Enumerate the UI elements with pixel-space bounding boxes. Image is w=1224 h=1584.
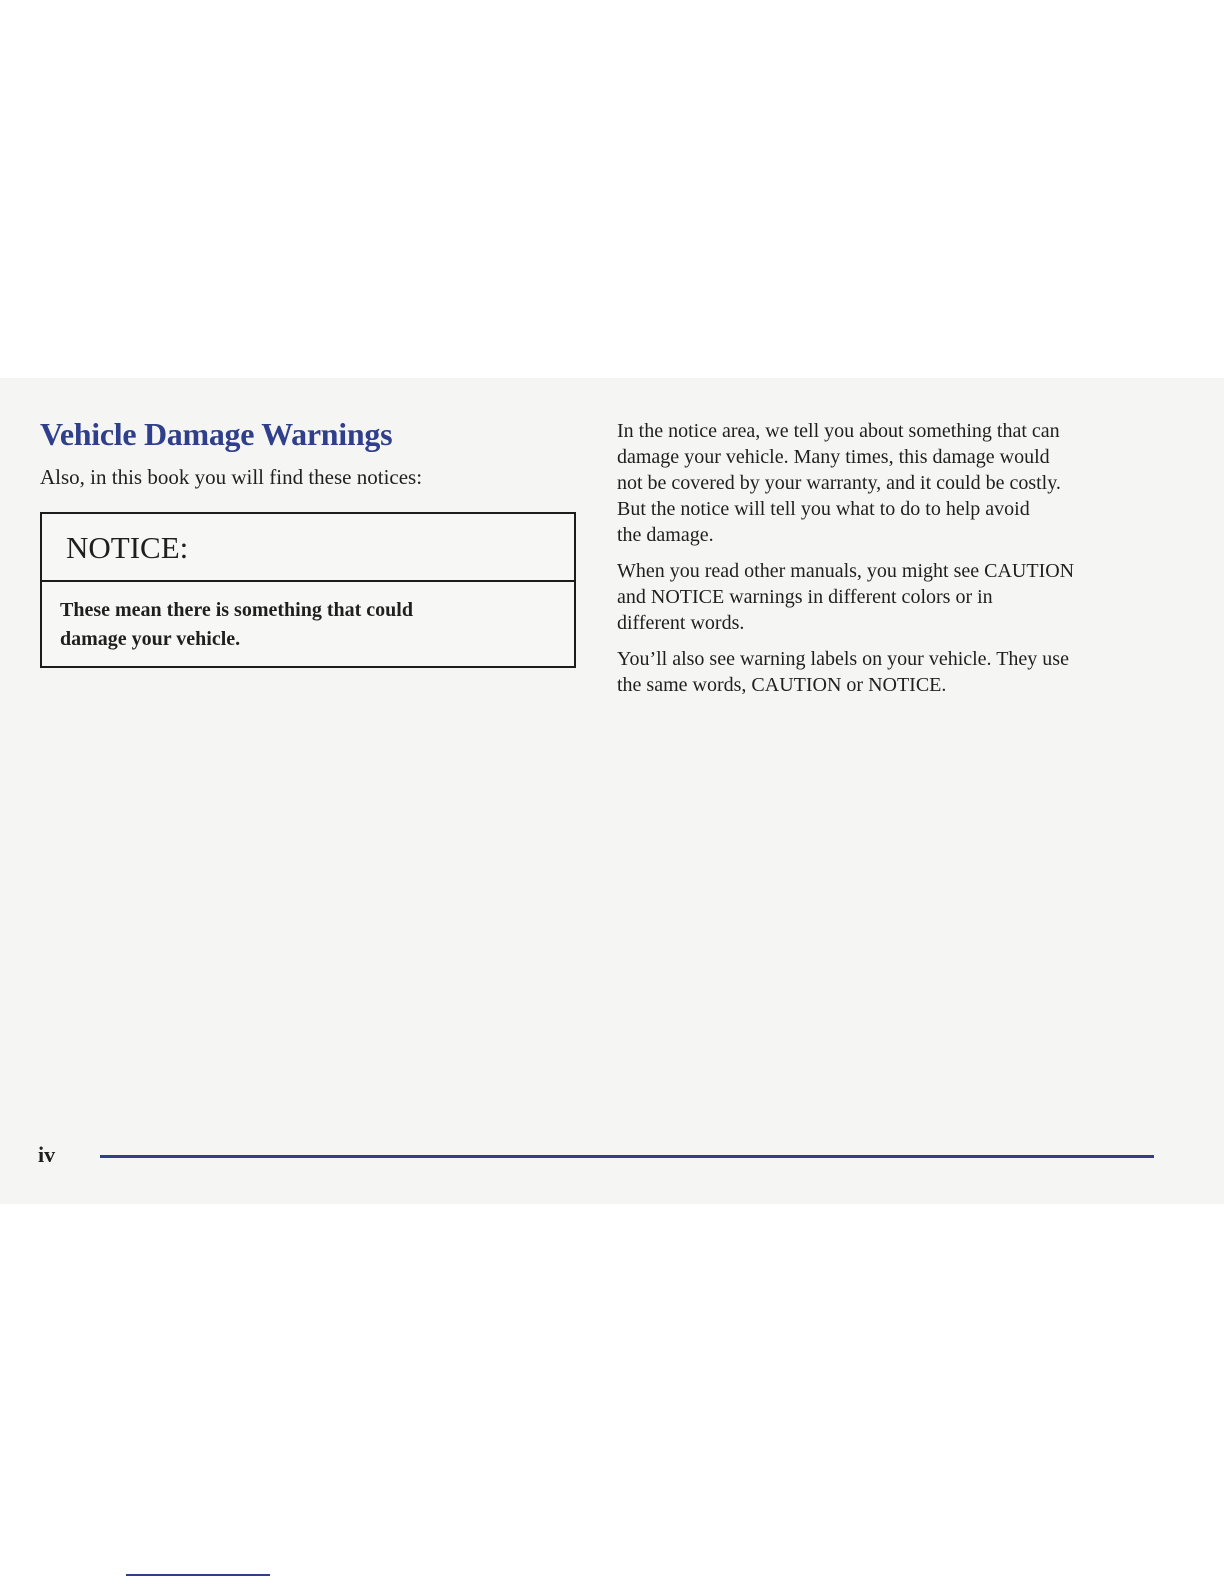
paragraph-other-manuals bbox=[617, 558, 1177, 636]
paragraph-line: not be covered by your warranty, and it could be costly. bbox=[617, 472, 1061, 494]
paragraph-notice-area bbox=[617, 418, 1177, 548]
paragraph-line: damage your vehicle. Many times, this damage would bbox=[617, 446, 1050, 468]
notice-body bbox=[42, 582, 574, 654]
bottom-edge-rule bbox=[126, 1574, 270, 1576]
paragraph-line: different words. bbox=[617, 612, 745, 634]
paragraph-line: the damage. bbox=[617, 524, 714, 546]
left-column bbox=[40, 410, 580, 492]
paragraph-line: the same words, CAUTION or NOTICE. bbox=[617, 674, 947, 696]
page-number: iv bbox=[38, 1142, 56, 1167]
paragraph-line: But the notice will tell you what to do to help avoid bbox=[617, 498, 1030, 520]
notice-body-line: damage your vehicle. bbox=[60, 628, 241, 650]
right-column bbox=[617, 418, 1177, 708]
paragraph-line: When you read other manuals, you might see CAUTION bbox=[617, 560, 1075, 582]
footer-rule bbox=[100, 1155, 1154, 1158]
section-intro: Also, in this book you will find these notices: bbox=[40, 465, 423, 489]
notice-label: NOTICE: bbox=[42, 514, 574, 582]
paragraph-warning-labels bbox=[617, 646, 1177, 698]
notice-body-line: These mean there is something that could bbox=[60, 599, 413, 621]
notice-box bbox=[40, 512, 576, 668]
paragraph-line: You’ll also see warning labels on your vehicle. They use bbox=[617, 648, 1069, 670]
section-title: Vehicle Damage Warnings bbox=[40, 416, 393, 452]
paragraph-line: and NOTICE warnings in different colors or in bbox=[617, 586, 993, 608]
paragraph-line: In the notice area, we tell you about something that can bbox=[617, 420, 1060, 442]
